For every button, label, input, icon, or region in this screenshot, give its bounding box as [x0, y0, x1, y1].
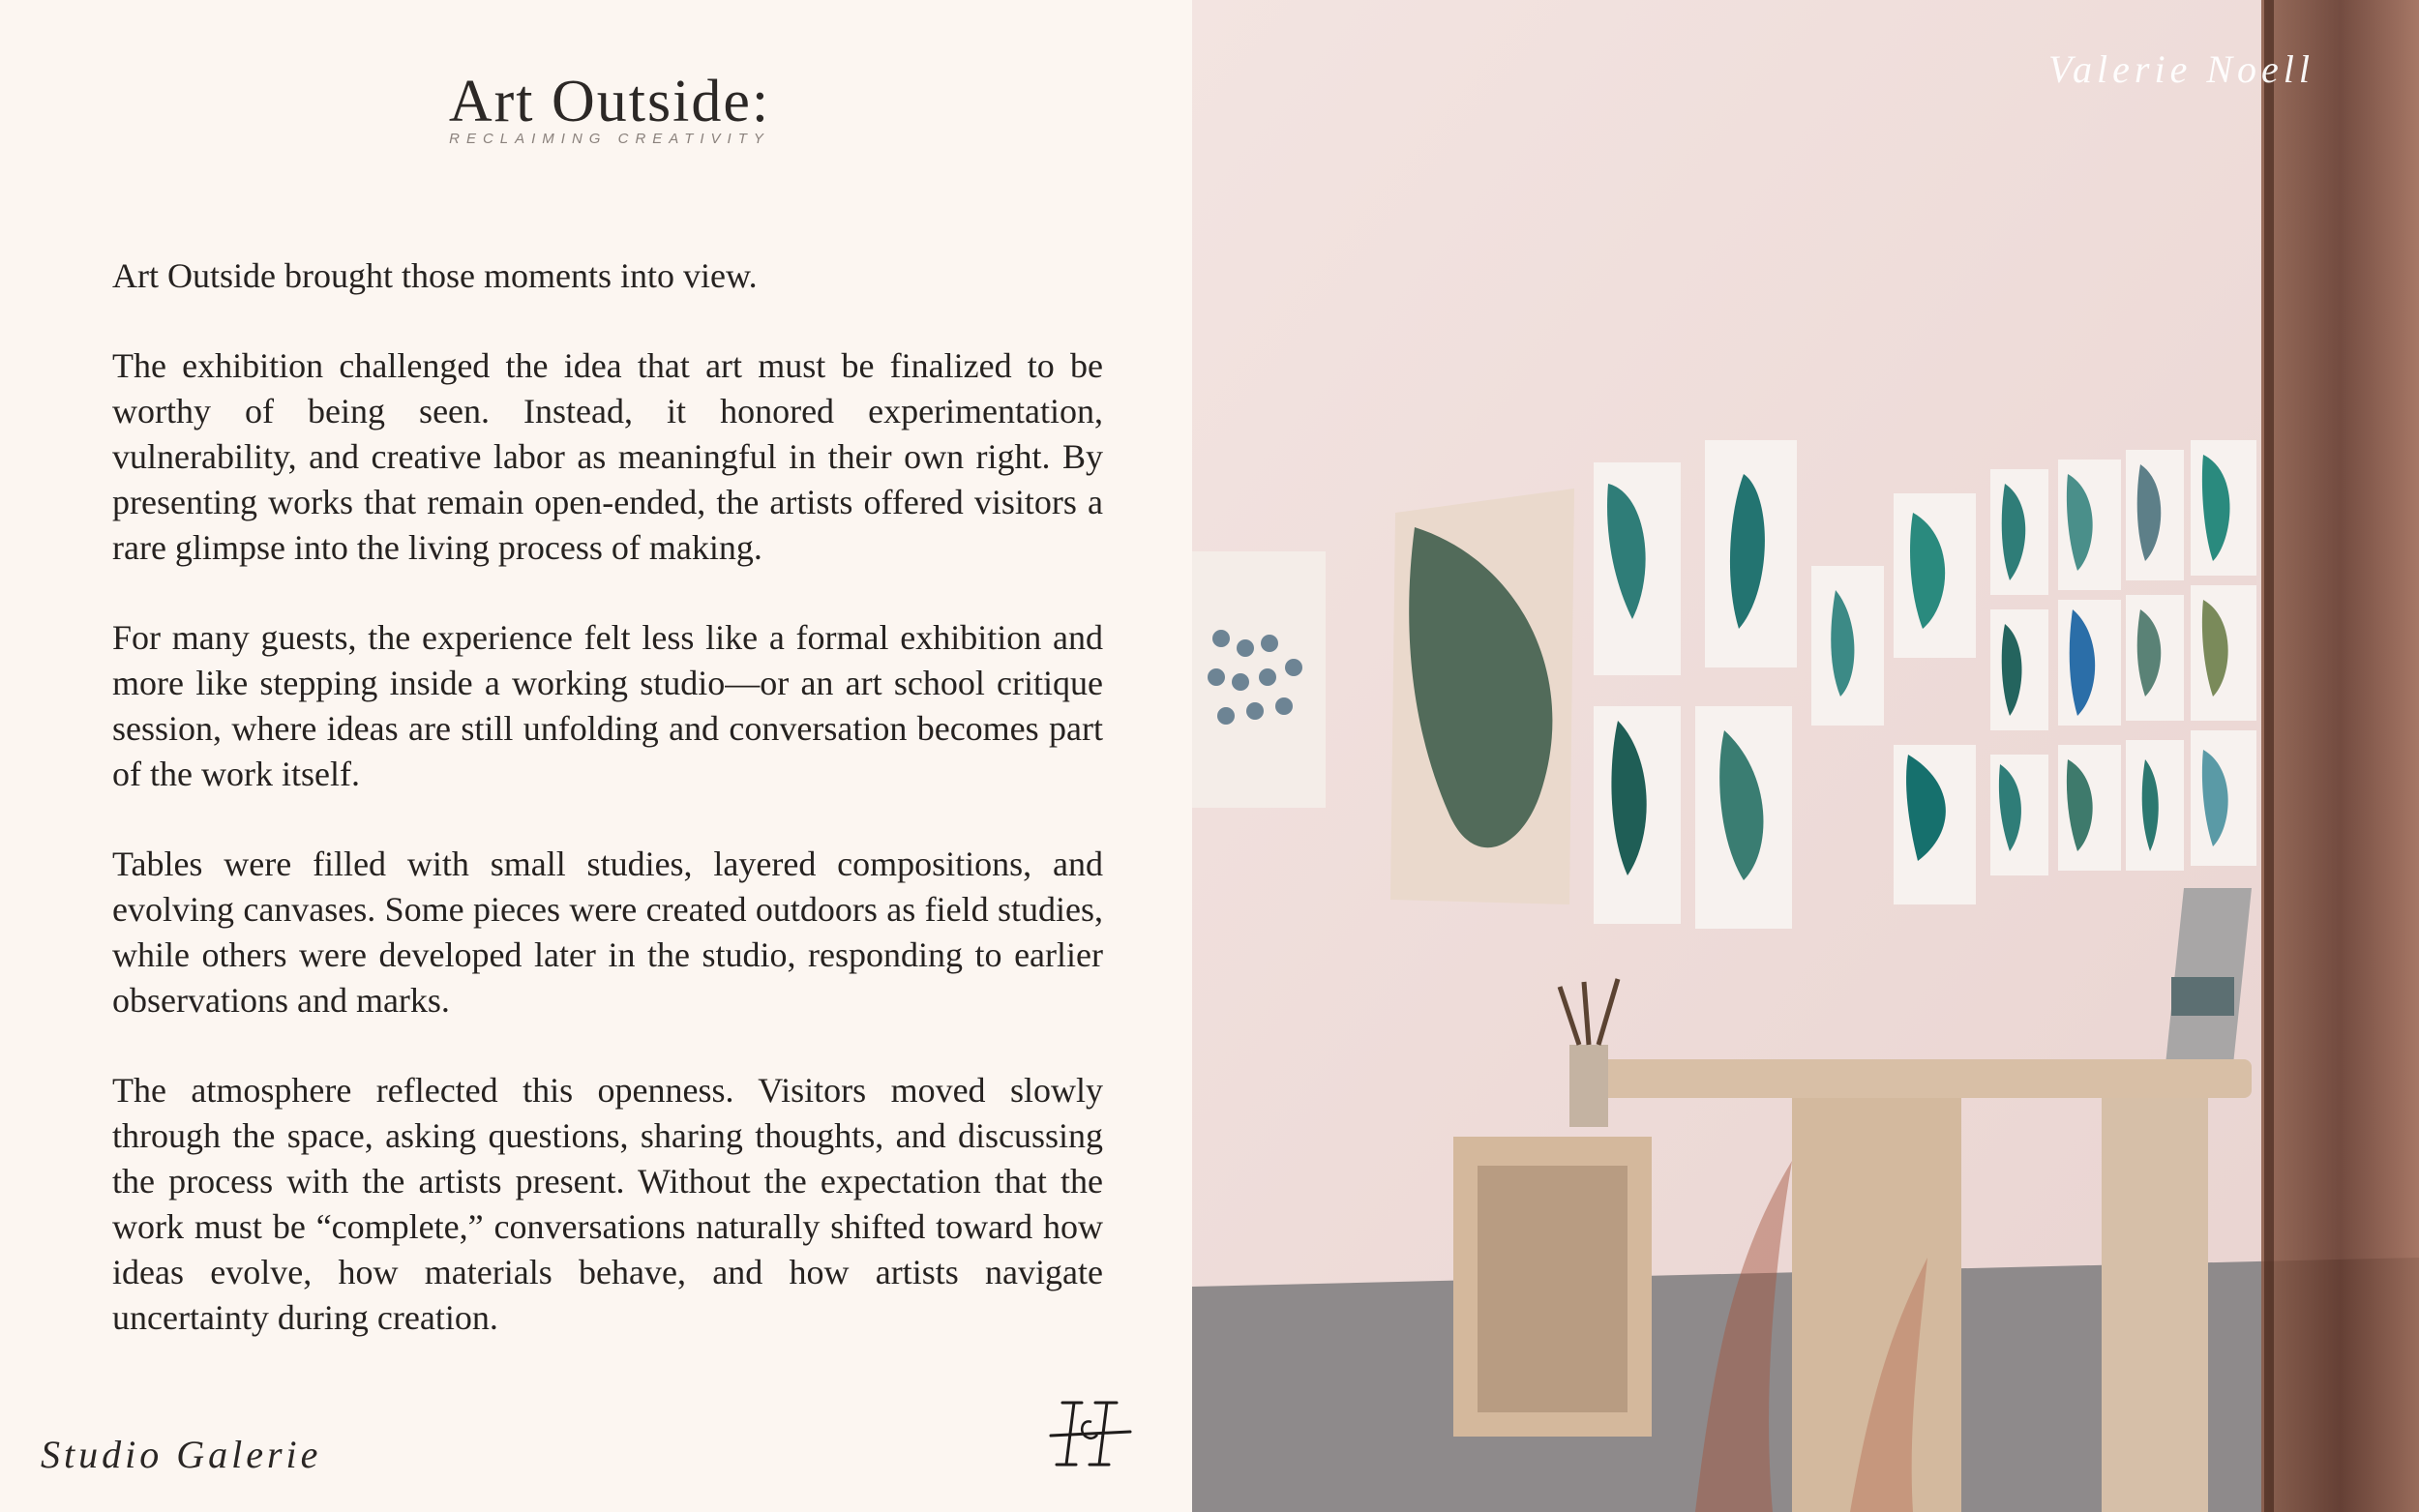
paragraph-1: Art Outside brought those moments into view.	[112, 256, 758, 295]
studio-name: Studio Galerie	[41, 1433, 322, 1476]
window-frame	[2261, 0, 2419, 1512]
text-panel	[0, 0, 1192, 1512]
page-subtitle: RECLAIMING CREATIVITY	[449, 131, 770, 147]
artist-name: Valerie Noell	[2048, 47, 2314, 91]
gallery-photo-illustration	[1192, 0, 2419, 1512]
article-body	[112, 253, 1103, 1385]
paragraph-4: Tables were filled with small studies, layered compositions, and evolving canvases. Some pieces were created outdoors as field studies, while others were developed later in the studio, responding to earlier observations and marks.	[112, 845, 1103, 1020]
paragraph-5: The atmosphere reflected this openness. Visitors moved slowly through the space, asking questions, sharing thoughts, and discussing the process with the artists present. Without the expectation that the work must be “complete,” conversations naturally shifted toward how ideas evolve, how materials behave, and how artists navigate uncertainty during creation.	[112, 1071, 1103, 1337]
page-title: Art Outside:	[448, 69, 771, 134]
brush-jar	[1569, 1045, 1608, 1127]
gallery-photo	[1192, 0, 2419, 1512]
display-table	[1574, 1059, 2252, 1098]
paragraph-2: The exhibition challenged the idea that art must be finalized to be worthy of being seen. Instead, it honored experimentation, vulnerability, and creative labor as meaningful in their own right. By presenting works that remain open-ended, the artists offered visitors a rare glimpse into the living process of making.	[112, 346, 1103, 567]
paragraph-3: For many guests, the experience felt less like a formal exhibition and more like stepping inside a working studio—or an art school critique session, where ideas are still unfolding and conversation becomes part of the work itself.	[112, 618, 1103, 793]
hc-monogram-icon	[1047, 1395, 1134, 1472]
